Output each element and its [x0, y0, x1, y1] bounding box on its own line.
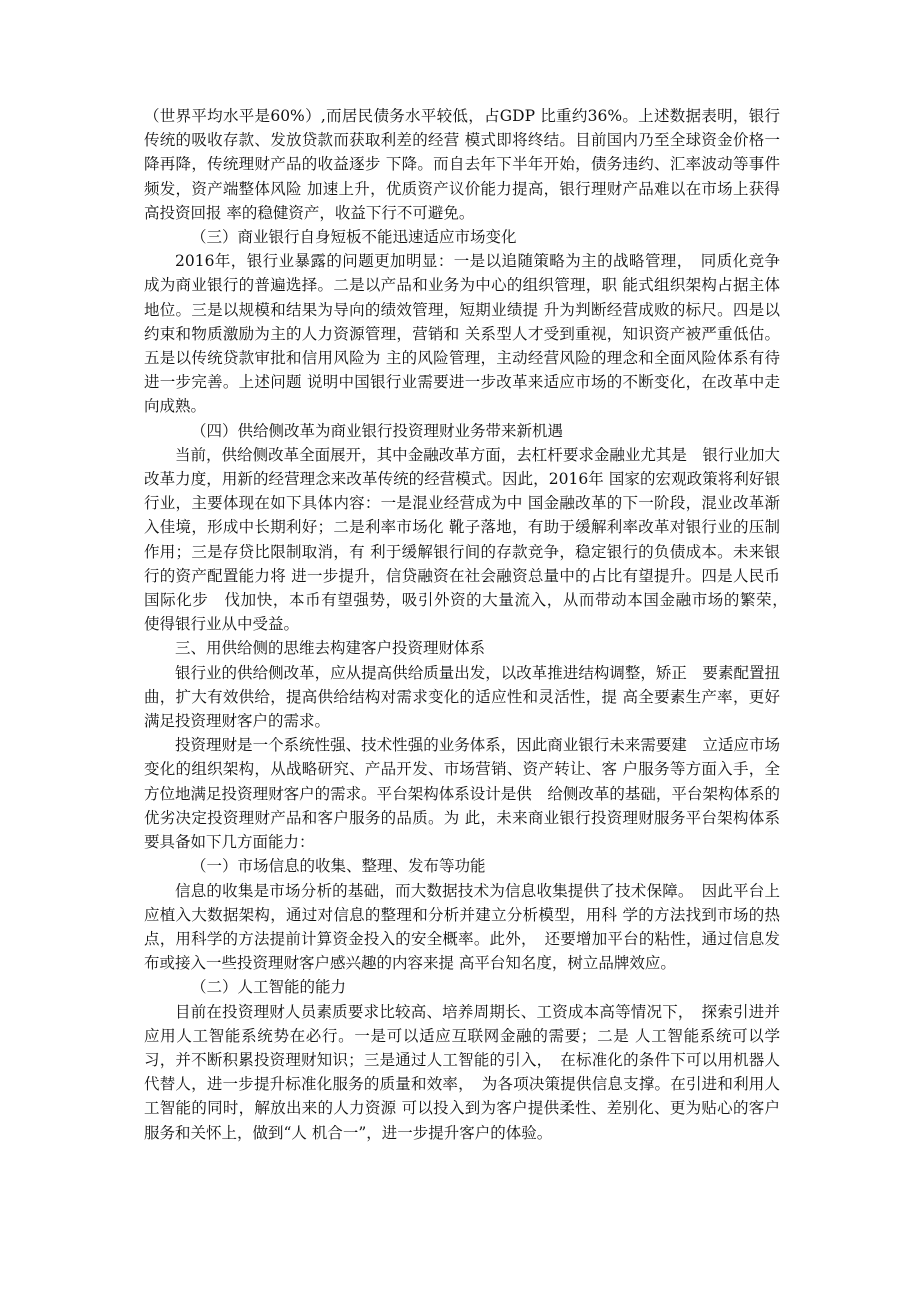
chapter-heading-3: 三、用供给侧的思维去构建客户投资理财体系 — [175, 639, 486, 658]
section-heading-2: （二）人工智能的能力 — [191, 978, 347, 997]
paragraph: 信息的收集是市场分析的基础，而大数据技术为信息收集提供了技术保障。 因此平台上应植入大数据架构，通过对信息的整理和分析并建立分析模型，用科 学的方法找到市场的热点，用科学的方法提前计算资金投入的安全概率。此外， 还要增加平台的粘性，通过信息发布或接入一些投资理财客户感兴趣的内容来提 高平台知名度，树立品牌效应。 — [144, 881, 780, 973]
paragraph-continued: （世界平均水平是60%）,而居民债务水平较低，占GDP 比重约36%。上述数据表明，银行传统的吸收存款、发放贷款而获取利差的经营 模式即将终结。目前国内乃至全球资金价格一降再降，传统理财产品的收益逐步 下降。而自去年下半年开始，债务违约、汇率波动等事件频发，资产端整体风险 加速上升，优质资产议价能力提高，银行理财产品难以在市场上获得高投资回报 率的稳健资产，收益下行不可避免。 — [144, 107, 780, 222]
section-heading-3: （三）商业银行自身短板不能迅速适应市场变化 — [191, 228, 517, 247]
paragraph: 当前，供给侧改革全面展开，其中金融改革方面，去杠杆要求金融业尤其是 银行业加大改革力度，用新的经营理念来改革传统的经营模式。因此，2016年 国家的宏观政策将利好银行业，主要体现在如下具体内容：一是混业经营成为中 国金融改革的下一阶段，混业改革渐入佳境，形成中长期利好；二是利率市场化 靴子落地，有助于缓解利率改革对银行业的压制作用；三是存贷比限制取消，有 利于缓解银行间的存款竞争，稳定银行的负债成本。未来银行的资产配置能力将 进一步提升，信贷融资在社会融资总量中的占比有望提升。四是人民币国际化步 伐加快，本币有望强势，吸引外资的大量流入，从而带动本国金融市场的繁荣， 使得银行业从中受益。 — [144, 445, 796, 634]
paragraph: 银行业的供给侧改革，应从提高供给质量出发，以改革推进结构调整，矫正 要素配置扭曲，扩大有效供给，提高供给结构对需求变化的适应性和灵活性，提 高全要素生产率，更好满足投资理财客户的需求。 — [144, 663, 780, 731]
paragraph: 2016年，银行业暴露的问题更加明显：一是以追随策略为主的战略管理， 同质化竞争成为商业银行的普遍选择。二是以产品和业务为中心的组织管理，职 能式组织架构占据主体地位。三是以规模和结果为导向的绩效管理，短期业绩提 升为判断经营成败的标尺。四是以约束和物质激励为主的人力资源管理，营销和 关系型人才受到重视，知识资产被严重低估。五是以传统贷款审批和信用风险为 主的风险管理，主动经营风险的理念和全面风险体系有待进一步完善。上述问题 说明中国银行业需要进一步改革来适应市场的不断变化，在改革中走向成熟。 — [144, 252, 780, 416]
section-heading-1: （一）市场信息的收集、整理、发布等功能 — [191, 857, 486, 876]
document-page — [144, 104, 796, 1145]
paragraph: 目前在投资理财人员素质要求比较高、培养周期长、工资成本高等情况下， 探索引进并应用人工智能系统势在必行。一是可以适应互联网金融的需要；二是 人工智能系统可以学习，并不断积累投资理财知识；三是通过人工智能的引入， 在标准化的条件下可以用机器人代替人，进一步提升标准化服务的质量和效率， 为各项决策提供信息支撑。在引进和利用人工智能的同时，解放出来的人力资源 可以投入到为客户提供柔性、差别化、更为贴心的客户服务和关怀上，做到“人 机合一”，进一步提升客户的体验。 — [144, 1002, 780, 1142]
section-heading-4: （四）供给侧改革为商业银行投资理财业务带来新机遇 — [191, 421, 564, 440]
paragraph: 投资理财是一个系统性强、技术性强的业务体系，因此商业银行未来需要建 立适应市场变化的组织架构，从战略研究、产品开发、市场营销、资产转让、客 户服务等方面入手，全方位地满足投资理财客户的需求。平台架构体系设计是供 给侧改革的基础，平台架构体系的优劣决定投资理财产品和客户服务的品质。为 此，未来商业银行投资理财服务平台架构体系要具备如下几方面能力： — [144, 736, 780, 852]
